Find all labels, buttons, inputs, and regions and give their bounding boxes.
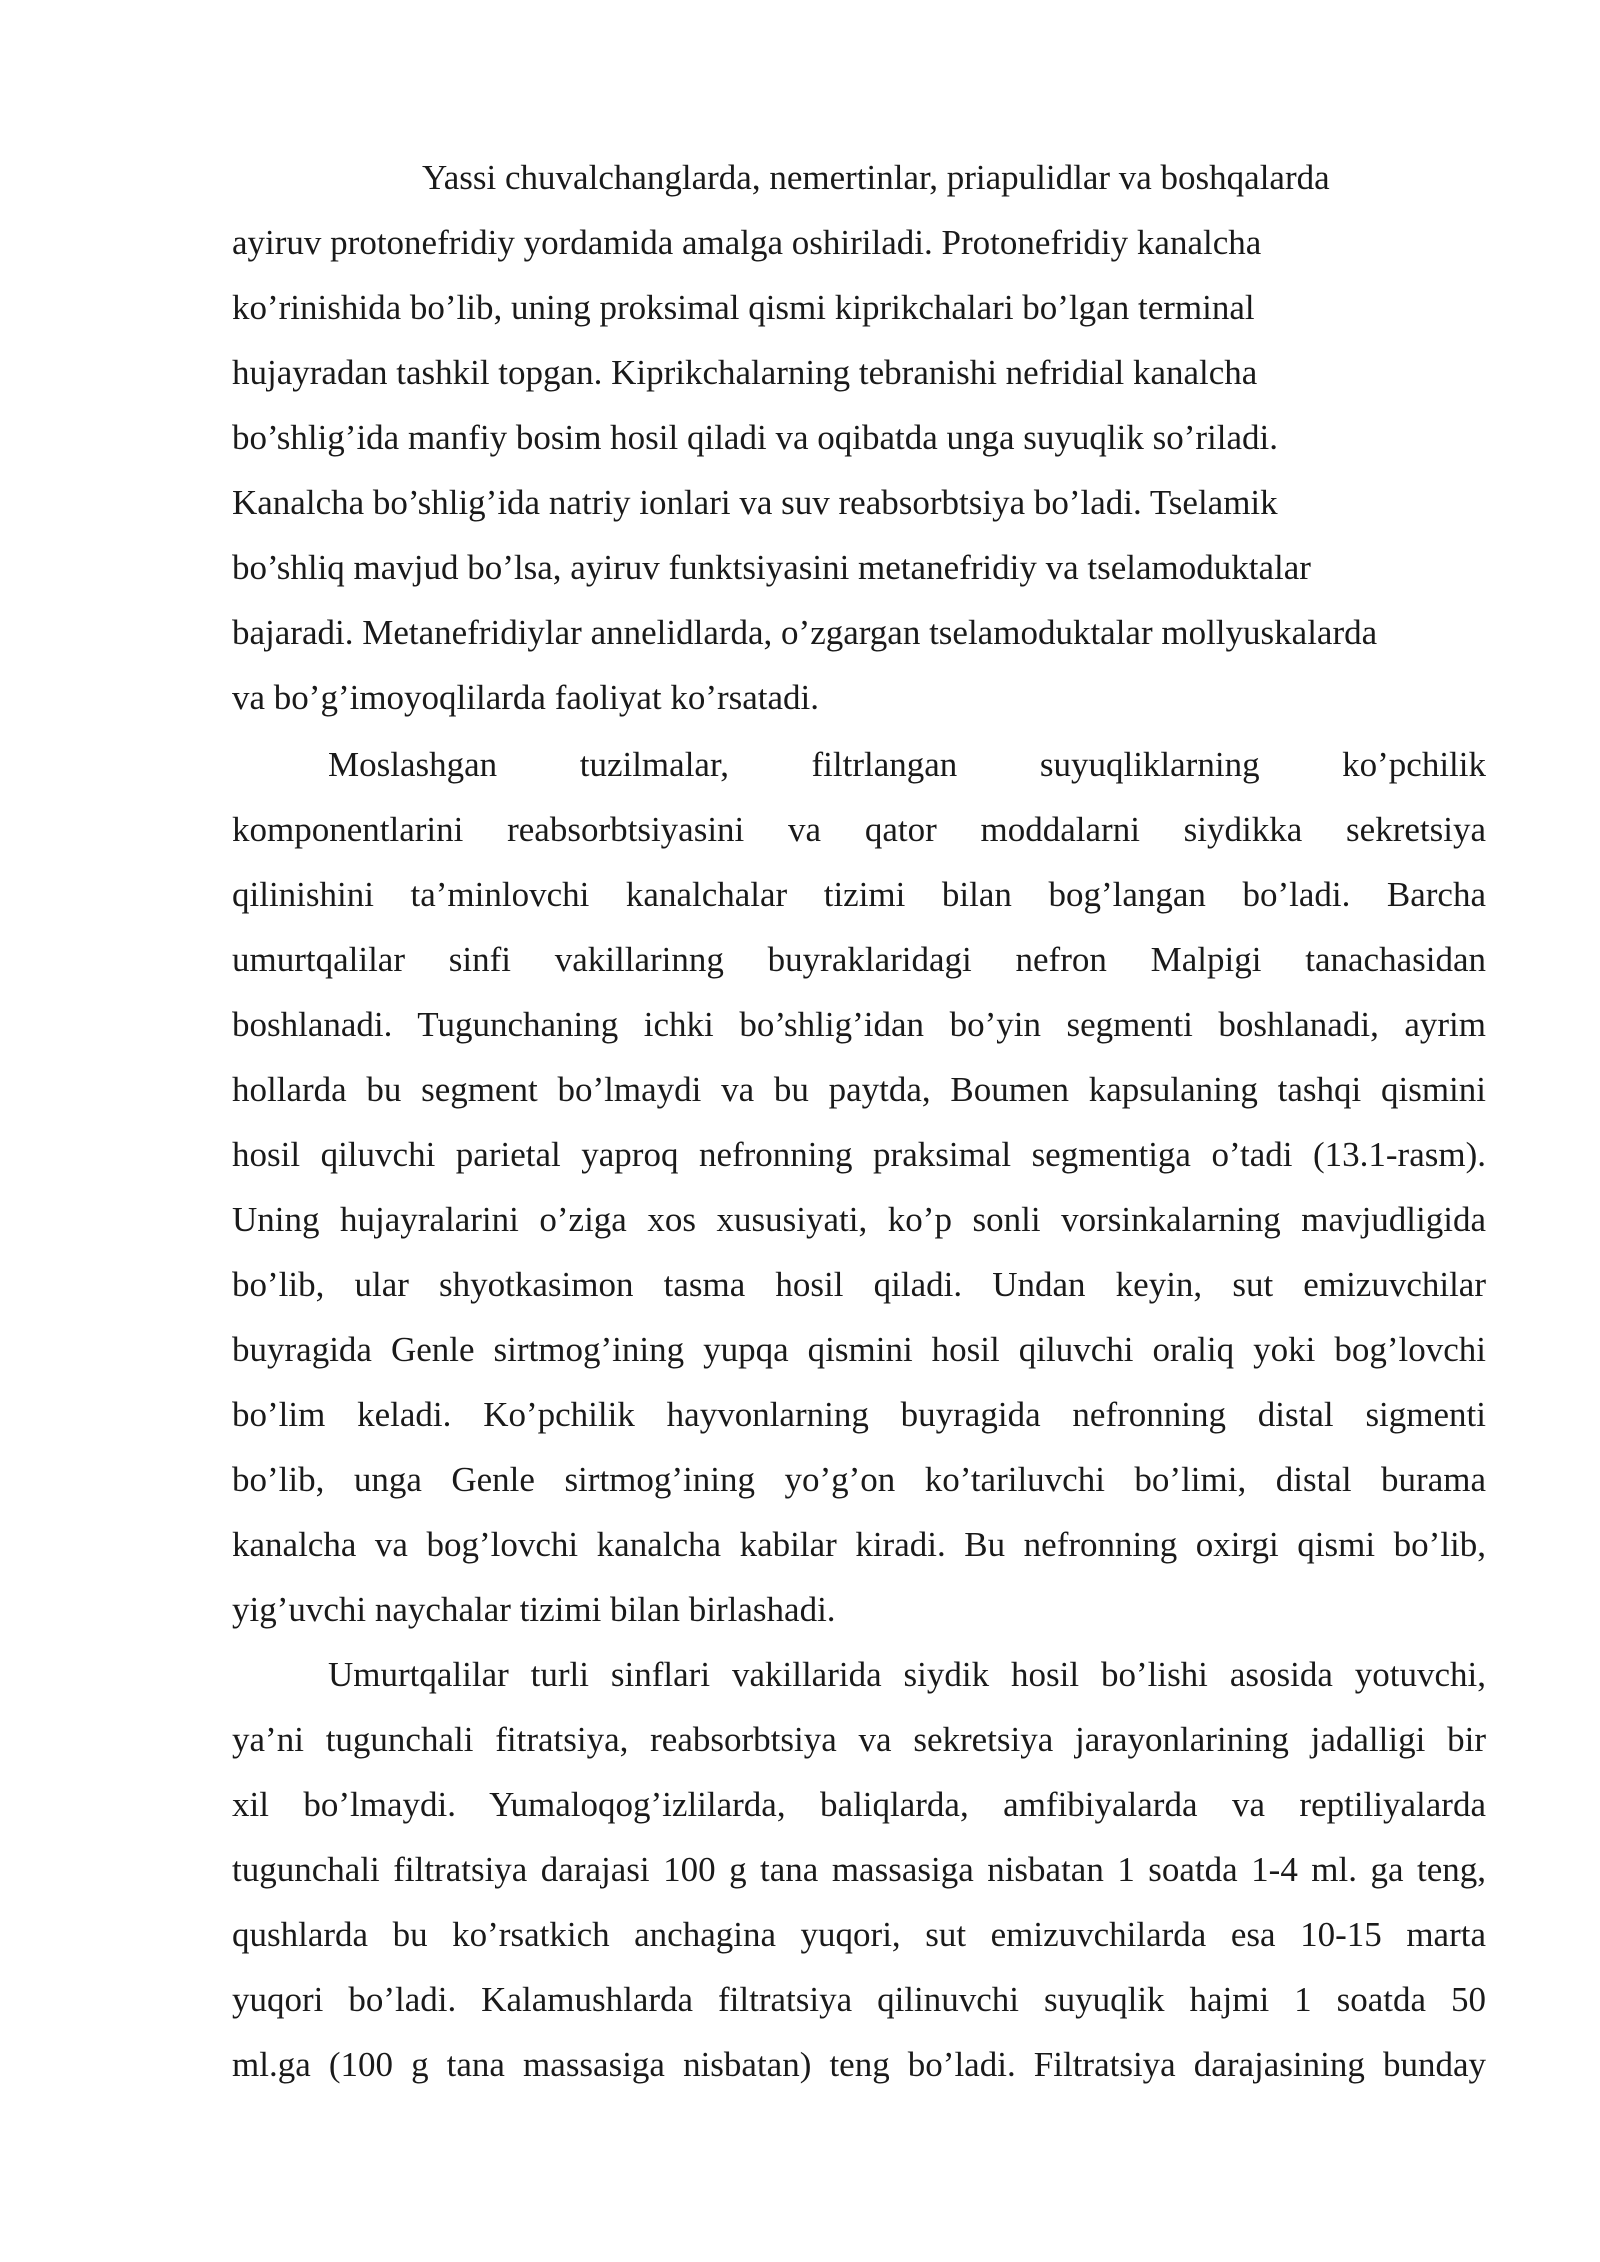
text-line: Umurtqalilar turli sinflari vakillarida siydik hosil bo’lishi asosida yotuvchi, [328,1655,1486,1694]
text-line: qilinishini ta’minlovchi kanalchalar tizimi bilan bog’langan bo’ladi. Barcha [232,875,1486,914]
text-line: kanalcha va bog’lovchi kanalcha kabilar kiradi. Bu nefronning oxirgi qismi bo’lib, [232,1525,1486,1564]
text-line: qushlarda bu ko’rsatkich anchagina yuqori, sut emizuvchilarda esa 10-15 marta [232,1915,1486,1954]
text-line: ml.ga (100 g tana massasiga nisbatan) teng bo’ladi. Filtratsiya darajasining bunday [232,2045,1486,2084]
text-line: buyragida Genle sirtmog’ining yupqa qismini hosil qiluvchi oraliq yoki bog’lovchi [232,1330,1486,1369]
text-line: bo’shlig’ida manfiy bosim hosil qiladi va oqibatda unga suyuqlik so’riladi. [232,418,1278,457]
text-line: tugunchali filtratsiya darajasi 100 g tana massasiga nisbatan 1 soatda 1-4 ml. ga teng, [232,1850,1486,1889]
text-line: Moslashgan tuzilmalar, filtrlangan suyuqliklarning ko’pchilik [328,745,1486,784]
paragraph-1 [232,145,1486,730]
text-line: xil bo’lmaydi. Yumaloqog’izlilarda, baliqlarda, amfibiyalarda va reptiliyalarda [232,1785,1486,1824]
text-line: bo’lib, unga Genle sirtmog’ining yo’g’on ko’tariluvchi bo’limi, distal burama [232,1460,1486,1499]
text-line: bajaradi. Metanefridiylar annelidlarda, o’zgargan tselamoduktalar mollyuskalarda [232,613,1378,652]
text-line: va bo’g’imoyoqlilarda faoliyat ko’rsatadi. [232,678,820,717]
text-line: bo’lib, ular shyotkasimon tasma hosil qiladi. Undan keyin, sut emizuvchilar [232,1265,1486,1304]
text-line: umurtqalilar sinfi vakillarinng buyraklaridagi nefron Malpigi tanachasidan [232,940,1486,979]
text-line: Uning hujayralarini o’ziga xos xususiyati, ko’p sonli vorsinkalarning mavjudligida [232,1200,1486,1239]
paragraph-3 [232,1642,1486,2097]
text-line: ya’ni tugunchali fitratsiya, reabsorbtsiya va sekretsiya jarayonlarining jadalligi bir [232,1720,1486,1759]
text-line: bo’shliq mavjud bo’lsa, ayiruv funktsiyasini metanefridiy va tselamoduktalar [232,548,1311,587]
text-line: Kanalcha bo’shlig’ida natriy ionlari va suv reabsorbtsiya bo’ladi. Tselamik [232,483,1278,522]
text-line: ko’rinishida bo’lib, uning proksimal qismi kiprikchalari bo’lgan terminal [232,288,1255,327]
text-line: bo’lim keladi. Ko’pchilik hayvonlarning buyragida nefronning distal sigmenti [232,1395,1486,1434]
text-line: yuqori bo’ladi. Kalamushlarda filtratsiya qilinuvchi suyuqlik hajmi 1 soatda 50 [232,1980,1486,2019]
text-line: Yassi chuvalchanglarda, nemertinlar, priapulidlar va boshqalarda [422,158,1330,197]
text-line: hujayradan tashkil topgan. Kiprikchalarning tebranishi nefridial kanalcha [232,353,1258,392]
text-line: hosil qiluvchi parietal yaproq nefronning praksimal segmentiga o’tadi (13.1-rasm). [232,1135,1486,1174]
text-line: boshlanadi. Tugunchaning ichki bo’shlig’idan bo’yin segmenti boshlanadi, ayrim [232,1005,1486,1044]
paragraph-2 [232,732,1486,1642]
text-line: hollarda bu segment bo’lmaydi va bu paytda, Boumen kapsulaning tashqi qismini [232,1070,1486,1109]
text-line: komponentlarini reabsorbtsiyasini va qator moddalarni siydikka sekretsiya [232,810,1486,849]
text-line: ayiruv protonefridiy yordamida amalga oshiriladi. Protonefridiy kanalcha [232,223,1262,262]
text-line: yig’uvchi naychalar tizimi bilan birlashadi. [232,1590,836,1629]
